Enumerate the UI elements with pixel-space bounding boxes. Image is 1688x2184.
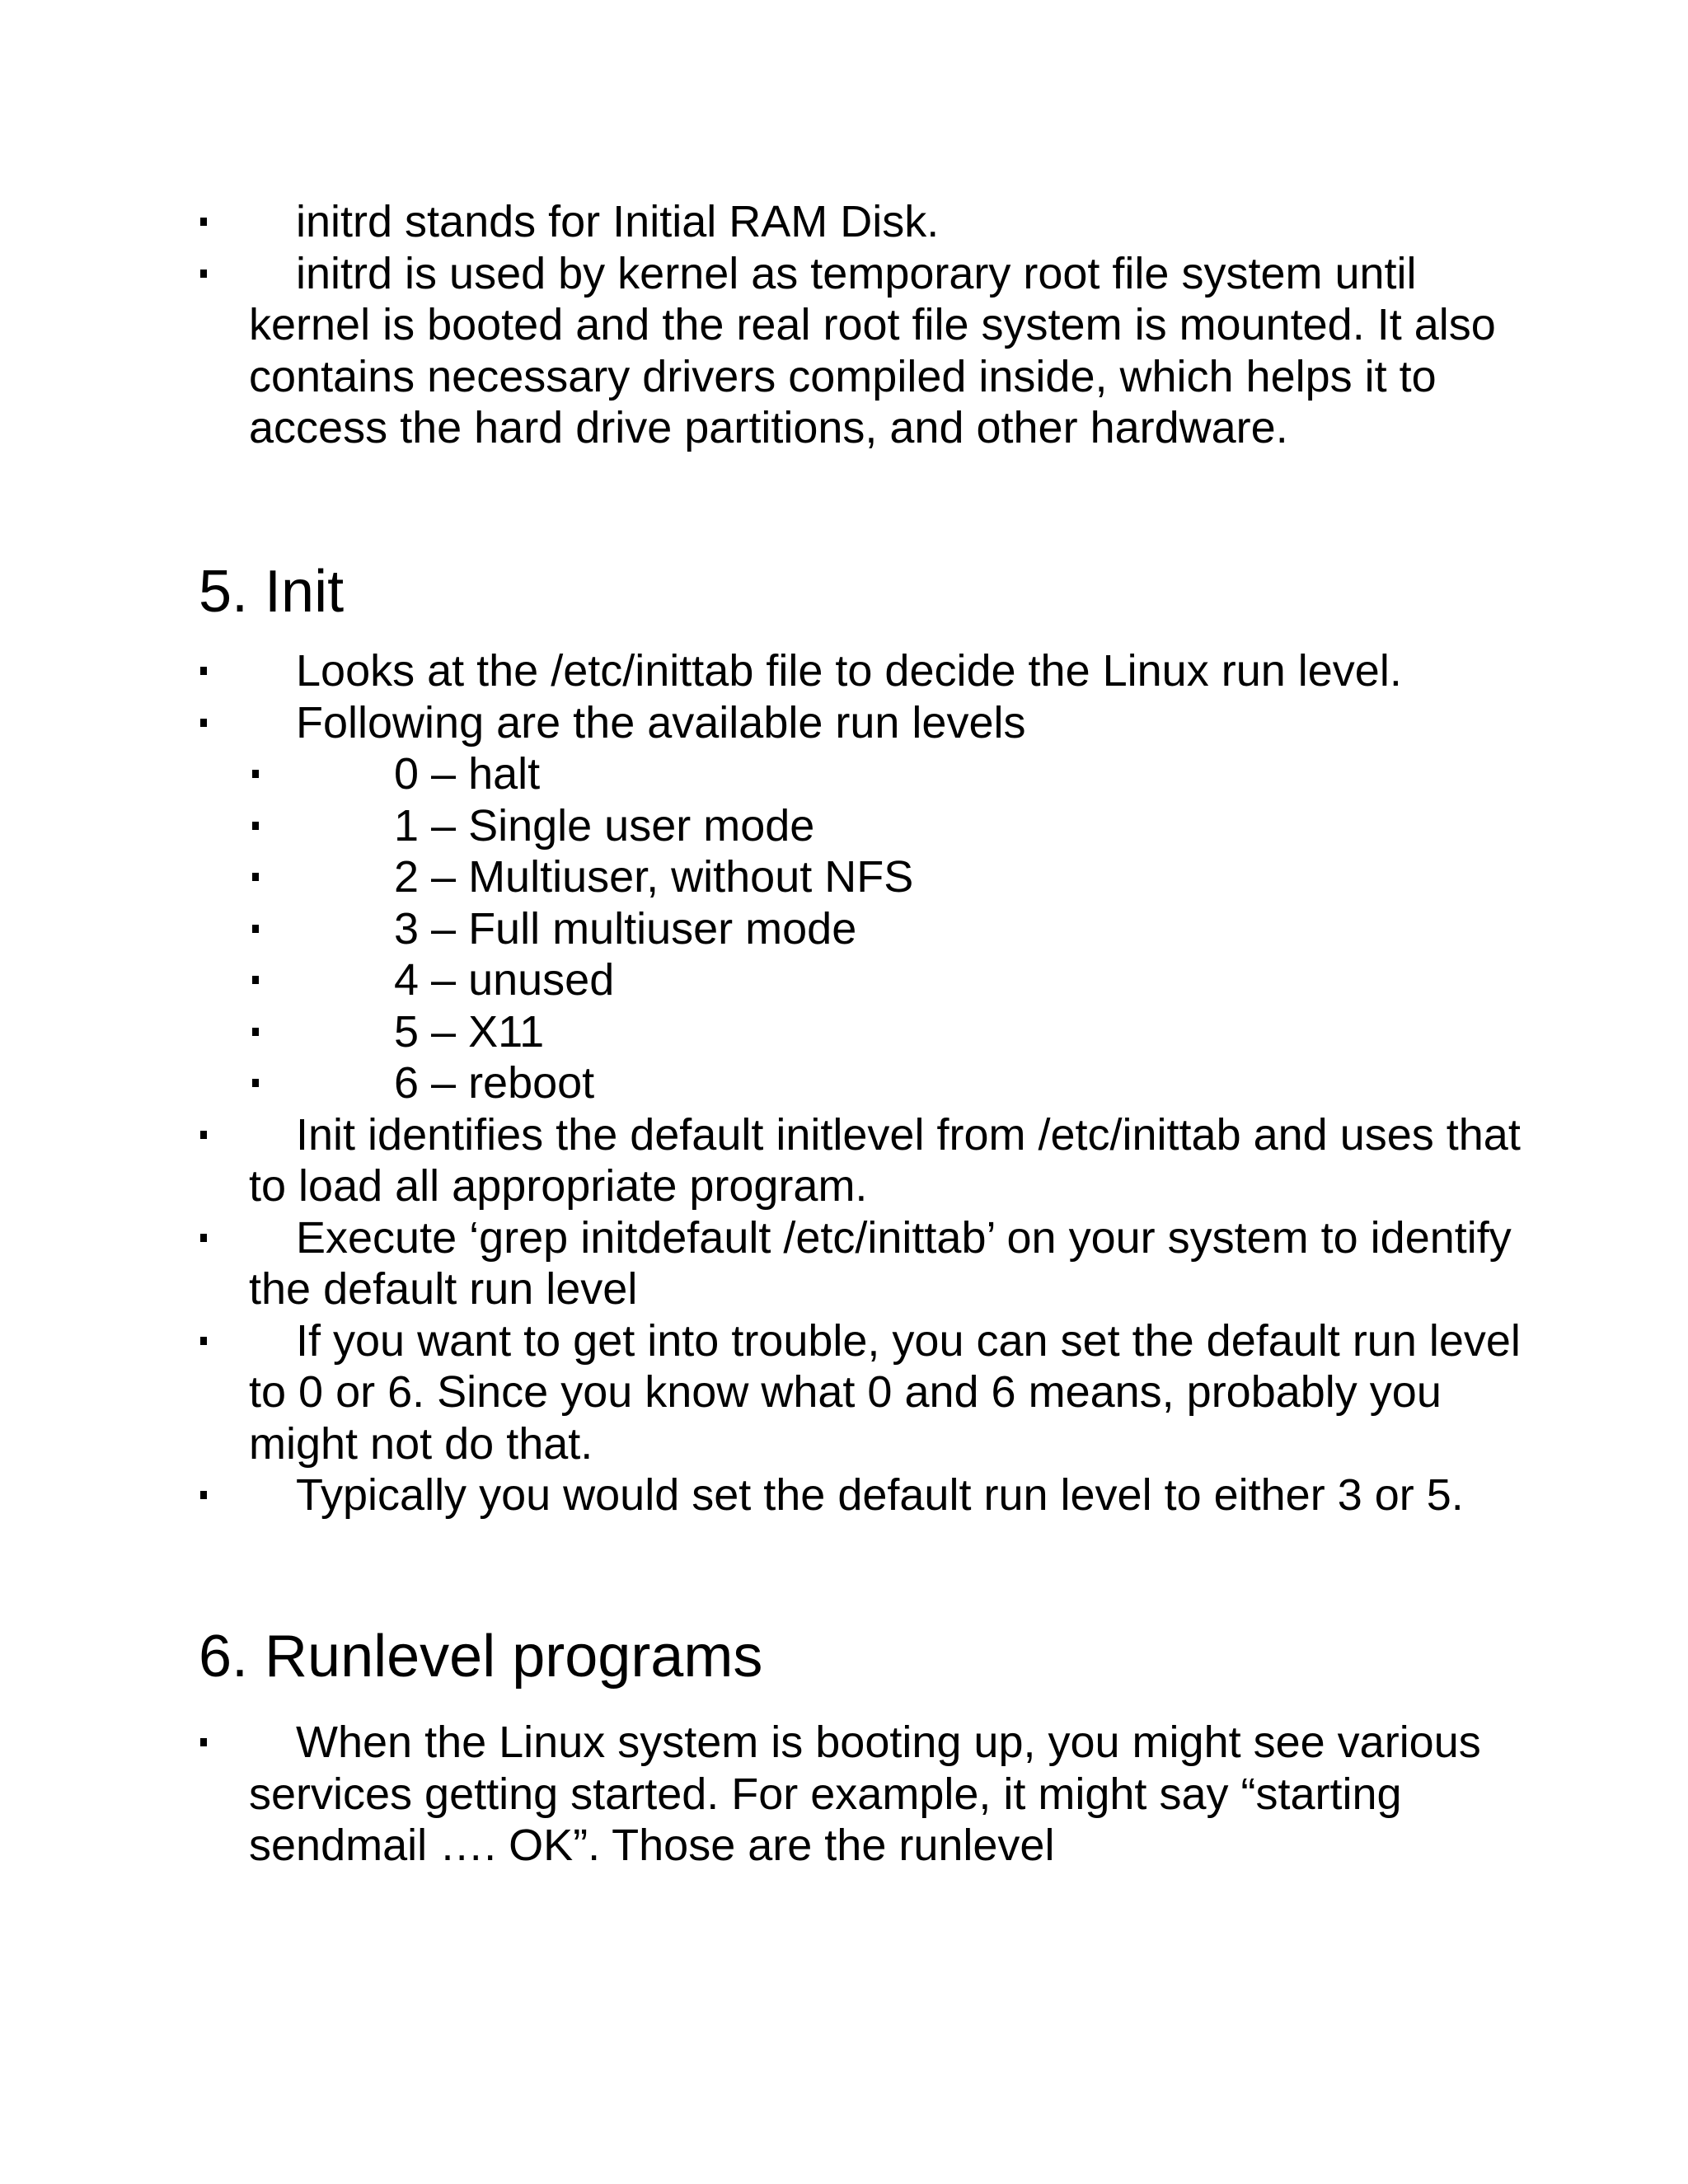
list-item-text: initrd is used by kernel as temporary root file system until kernel is booted and the real root file system is mounted. It also contains necessary drivers compiled inside, which helps it to access the hard drive partitions, and other hardware. xyxy=(249,248,1496,452)
list-item xyxy=(0,1212,1688,1315)
bullet-icon xyxy=(252,1079,259,1087)
list-item xyxy=(0,1109,1688,1212)
run-level-item xyxy=(0,1006,1688,1058)
bullet-icon xyxy=(200,1738,207,1746)
run-level-item xyxy=(0,903,1688,955)
run-level-item xyxy=(0,748,1688,800)
list-item xyxy=(0,1315,1688,1470)
initrd-list xyxy=(0,196,1688,454)
bullet-icon xyxy=(252,925,259,933)
list-item xyxy=(0,645,1688,697)
bullet-icon xyxy=(200,1491,207,1499)
list-item xyxy=(0,1717,1688,1872)
list-item-text: initrd stands for Initial RAM Disk. xyxy=(296,197,940,246)
list-item-text: When the Linux system is booting up, you might see various services getting started. For example, it might say “starting sendmail …. OK”. Those are the runlevel xyxy=(249,1718,1481,1870)
run-level-item xyxy=(0,851,1688,903)
bullet-icon xyxy=(252,976,259,984)
list-item xyxy=(0,196,1688,248)
section-heading-runlevel: 6. Runlevel programs xyxy=(199,1624,763,1690)
bullet-icon xyxy=(200,667,207,675)
list-item-text: Execute ‘grep initdefault /etc/inittab’ on your system to identify the default run level xyxy=(249,1212,1512,1314)
bullet-icon xyxy=(252,770,259,778)
run-level-text: 1 – Single user mode xyxy=(394,800,815,851)
bullet-icon xyxy=(200,1234,207,1242)
run-level-text: 2 – Multiuser, without NFS xyxy=(394,852,914,902)
bullet-icon xyxy=(200,218,207,226)
bullet-icon xyxy=(252,873,259,881)
run-level-text: 0 – halt xyxy=(394,749,541,799)
run-level-text: 5 – X11 xyxy=(394,1006,545,1057)
list-item xyxy=(0,697,1688,749)
run-level-item xyxy=(0,800,1688,852)
list-item-text: Following are the available run levels xyxy=(296,697,1026,748)
list-item-text: Looks at the /etc/inittab file to decide the Linux run level. xyxy=(296,646,1402,696)
run-level-item xyxy=(0,954,1688,1006)
section-heading-init: 5. Init xyxy=(199,559,345,625)
bullet-icon xyxy=(252,1028,259,1036)
list-item-text: Typically you would set the default run level to either 3 or 5. xyxy=(296,1470,1464,1520)
bullet-icon xyxy=(252,822,259,830)
bullet-icon xyxy=(200,269,207,278)
run-level-item xyxy=(0,1057,1688,1109)
bullet-icon xyxy=(200,719,207,727)
runlevel-list xyxy=(0,1717,1688,1872)
init-list xyxy=(0,645,1688,1521)
list-item-text: Init identifies the default initlevel from /etc/inittab and uses that to load all appropriate program. xyxy=(249,1109,1521,1211)
bullet-icon xyxy=(200,1337,207,1345)
list-item-text: If you want to get into trouble, you can set the default run level to 0 or 6. Since you know what 0 and 6 means, probably you might not do that. xyxy=(249,1315,1521,1469)
run-level-text: 6 – reboot xyxy=(394,1058,595,1108)
list-item xyxy=(0,1469,1688,1521)
list-item xyxy=(0,248,1688,454)
run-level-text: 3 – Full multiuser mode xyxy=(394,903,857,954)
run-level-text: 4 – unused xyxy=(394,955,615,1005)
bullet-icon xyxy=(200,1131,207,1139)
